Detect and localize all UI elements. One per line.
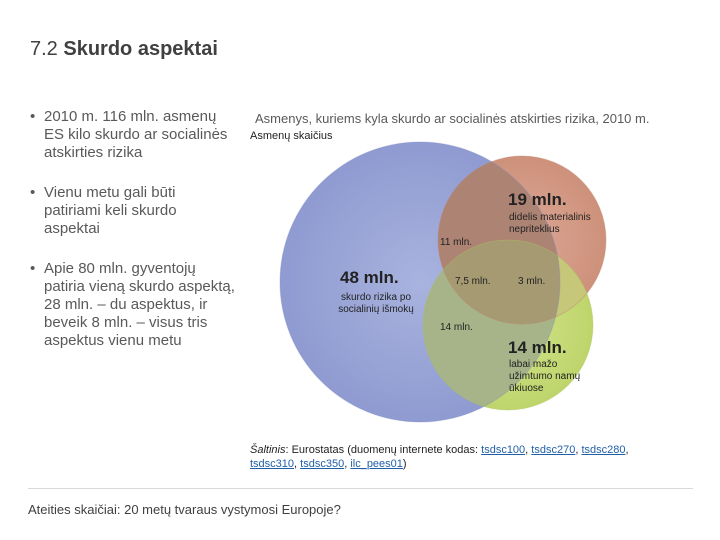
footer-text: Ateities skaičiai: 20 metų tvaraus vystymosi Europoje?	[28, 502, 341, 517]
source-link[interactable]: tsdsc280	[581, 444, 626, 456]
footer-divider	[28, 488, 693, 489]
source-end: )	[402, 458, 407, 470]
title-text: Skurdo aspektai	[63, 38, 218, 60]
source-link[interactable]: tsdsc350	[300, 458, 345, 470]
source-link[interactable]: tsdsc310	[250, 458, 295, 470]
deprivation-value: 19 mln.	[508, 190, 567, 209]
bullet-dot: •	[30, 108, 36, 125]
source-label: Šaltinis	[250, 444, 286, 456]
lowwork-value: 14 mln.	[508, 338, 567, 357]
bullet-dot: •	[30, 184, 36, 201]
source-text: : Eurostatas (duomenų internete kodas:	[285, 444, 482, 456]
overlap-all-three-value: 7,5 mln.	[455, 276, 491, 287]
lowwork-label: labai mažo užimtumo namų ūkiuose	[509, 359, 581, 394]
title-number: 7.2	[30, 38, 58, 60]
overlap-deprivation-lowwork-value: 3 mln.	[518, 276, 546, 287]
source-link[interactable]: tsdsc100	[481, 444, 526, 456]
bullet-text: Apie 80 mln. gyventojų patiria vieną skurdo aspektą, 28 mln. – du aspektus, ir beveik 8 mln. – visus tris aspektus vienu metu	[44, 260, 235, 349]
source-link[interactable]: tsdsc270	[531, 444, 576, 456]
source-link[interactable]: ilc_pees01	[350, 458, 403, 470]
poverty-value: 48 mln.	[340, 268, 399, 287]
poverty-label: skurdo rizika po socialinių išmokų	[338, 292, 414, 315]
overlap-poverty-lowwork-value: 14 mln.	[440, 322, 473, 333]
bullet-text: 2010 m. 116 mln. asmenų ES kilo skurdo ar socialinės atskirties rizika	[44, 108, 228, 161]
bullet-text: Vienu metu gali būti patiriami keli skurdo aspektai	[44, 184, 177, 237]
chart-subtitle: Asmenų skaičius	[250, 130, 333, 142]
chart-title: Asmenys, kuriems kyla skurdo ar socialinės atskirties rizika, 2010 m.	[255, 111, 650, 126]
source-note: Šaltinis: Eurostatas (duomenų internete kodas: tsdsc100, tsdsc270, tsdsc280, tsdsc310, tsdsc350, ilc_pees01)	[250, 444, 629, 470]
overlap-poverty-deprivation-value: 11 mln.	[440, 237, 473, 248]
bullet-dot: •	[30, 260, 36, 277]
deprivation-label: didelis materialinis nepriteklius	[509, 212, 591, 235]
